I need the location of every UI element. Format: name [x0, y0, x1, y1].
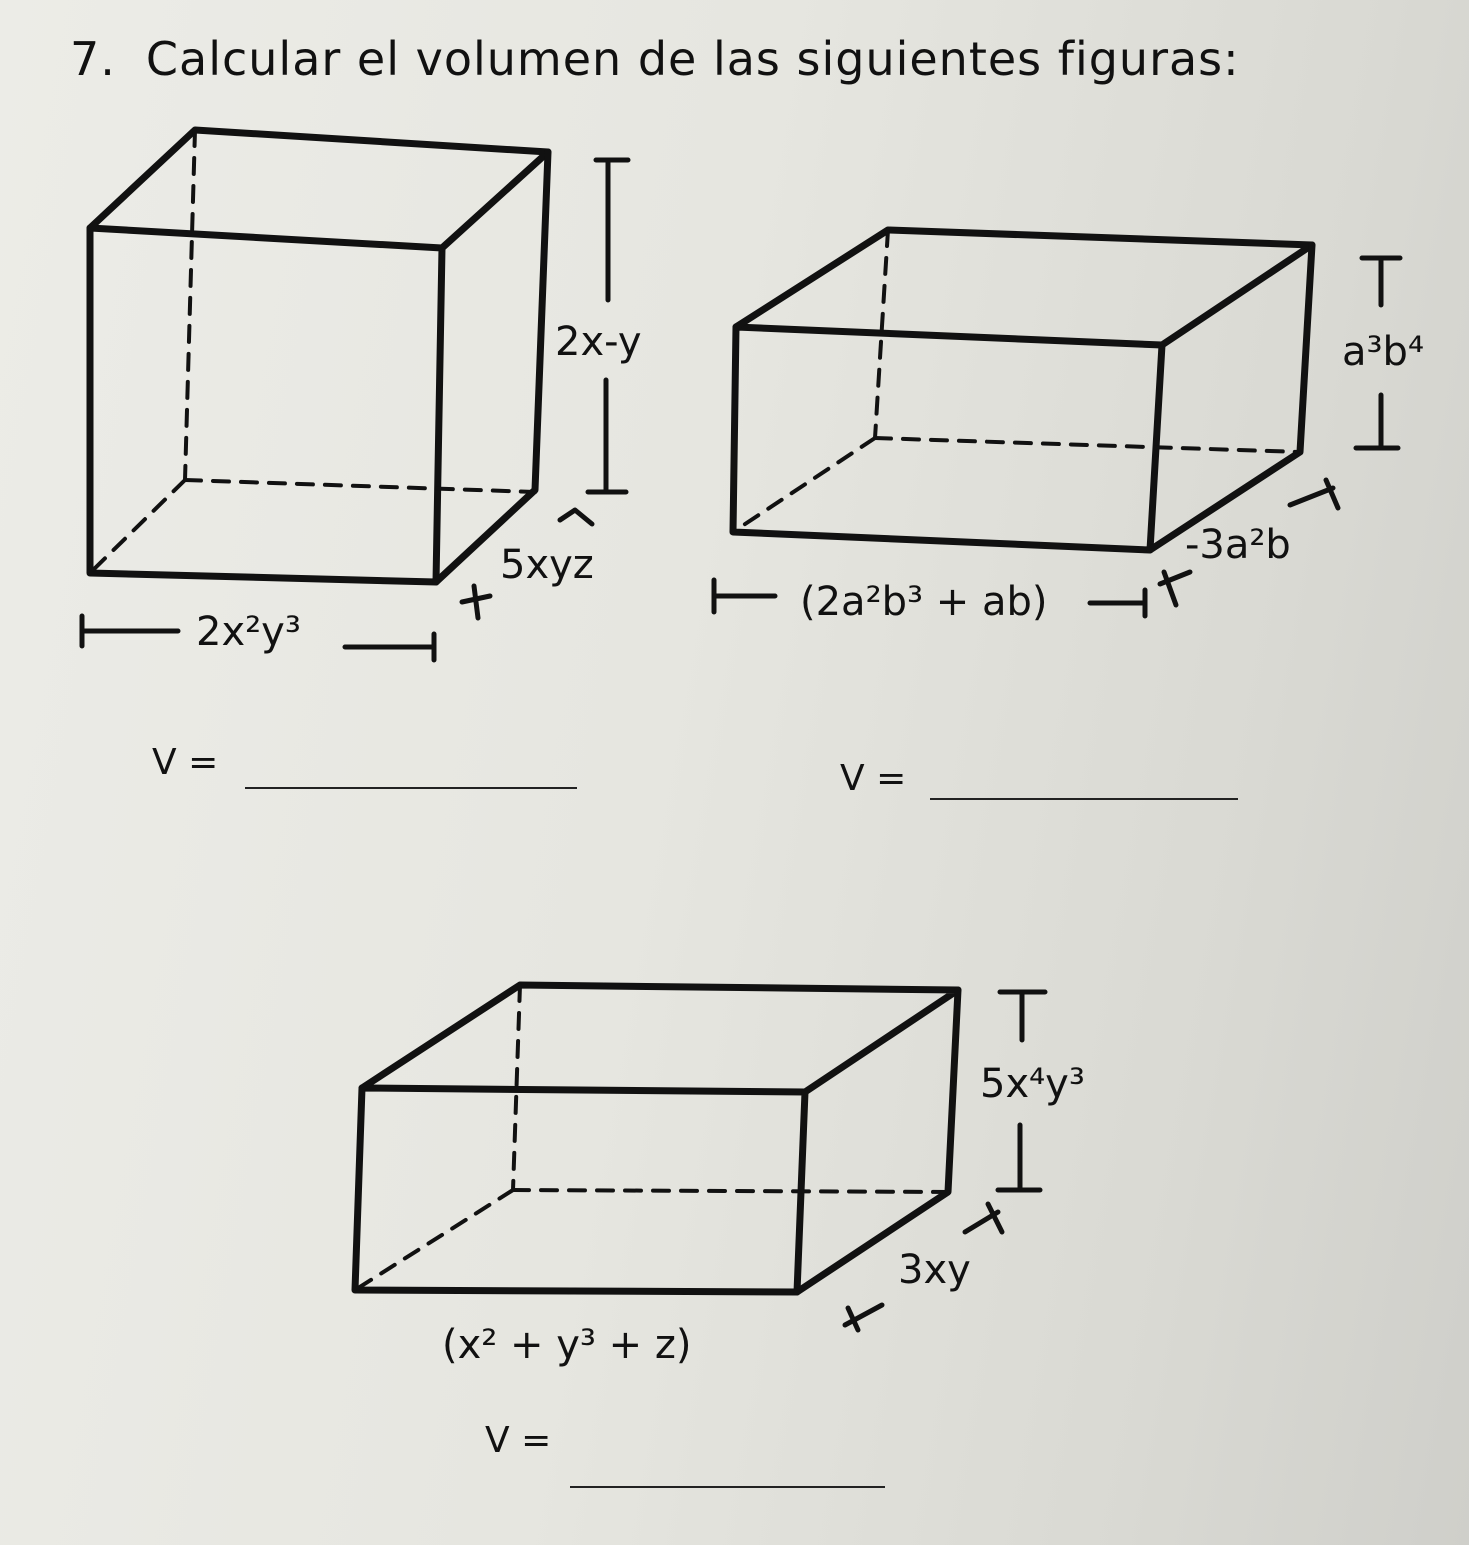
figure-2-height-label: a³b⁴ — [1342, 329, 1424, 375]
figure-1-front-face — [90, 228, 442, 582]
figure-1-hidden-edges — [90, 130, 535, 573]
figure-2-height-arrow-top — [1362, 258, 1400, 305]
figure-3-prism — [355, 985, 958, 1292]
figure-2-width-arrow-right — [1090, 590, 1145, 616]
figure-1-depth-label: 5xyz — [500, 542, 594, 588]
figure-2-width-arrow-left — [714, 580, 775, 612]
figure-2-width-label: (2a²b³ + ab) — [800, 579, 1048, 625]
figure-3-answer-blank[interactable] — [570, 1486, 885, 1488]
figure-1-answer-blank[interactable] — [245, 787, 577, 789]
figure-3-height-arrow-bottom — [998, 1125, 1040, 1190]
figure-3-top-edges — [362, 985, 958, 1092]
figure-2-prism — [733, 230, 1312, 550]
figure-1-height-label: 2x-y — [555, 319, 642, 365]
figure-1-volume-label: V = — [152, 742, 219, 783]
figure-2-volume-label: V = — [840, 758, 907, 799]
figure-2-depth-arrow-top — [1290, 480, 1338, 508]
figure-3-height-arrow-top — [1000, 992, 1045, 1040]
figure-2-depth-arrow-bottom — [1160, 572, 1190, 605]
figure-1-height-arrow-top — [596, 160, 628, 300]
figure-1-width-arrow-left — [82, 616, 178, 646]
figure-1-height-arrow-bottom — [588, 380, 626, 492]
figure-2-depth-label: -3a²b — [1185, 522, 1291, 568]
figure-1-depth-arrow-top — [560, 510, 592, 524]
figure-2-dimensions — [714, 258, 1400, 616]
figure-2-height-arrow-bottom — [1356, 395, 1398, 448]
figure-3-depth-label: 3xy — [898, 1247, 971, 1293]
figure-1-width-label: 2x²y³ — [196, 609, 301, 655]
exercise-instruction: Calcular el volumen de las siguientes figuras: — [145, 32, 1240, 86]
figure-3-height-label: 5x⁴y³ — [980, 1061, 1085, 1107]
figure-1-depth-arrow-bottom — [462, 586, 490, 618]
figure-3-volume-label: V = — [485, 1420, 552, 1461]
figure-2-answer-blank[interactable] — [930, 798, 1238, 800]
figure-3-depth-arrow-bottom — [845, 1305, 882, 1330]
exercise-number: 7. — [70, 32, 116, 86]
figure-3-width-label: (x² + y³ + z) — [442, 1322, 692, 1368]
figure-1-cube — [90, 130, 548, 582]
figure-1-right-edges — [436, 152, 548, 582]
figure-1-width-arrow-right — [345, 634, 434, 660]
figure-3-depth-arrow-top — [965, 1204, 1002, 1232]
